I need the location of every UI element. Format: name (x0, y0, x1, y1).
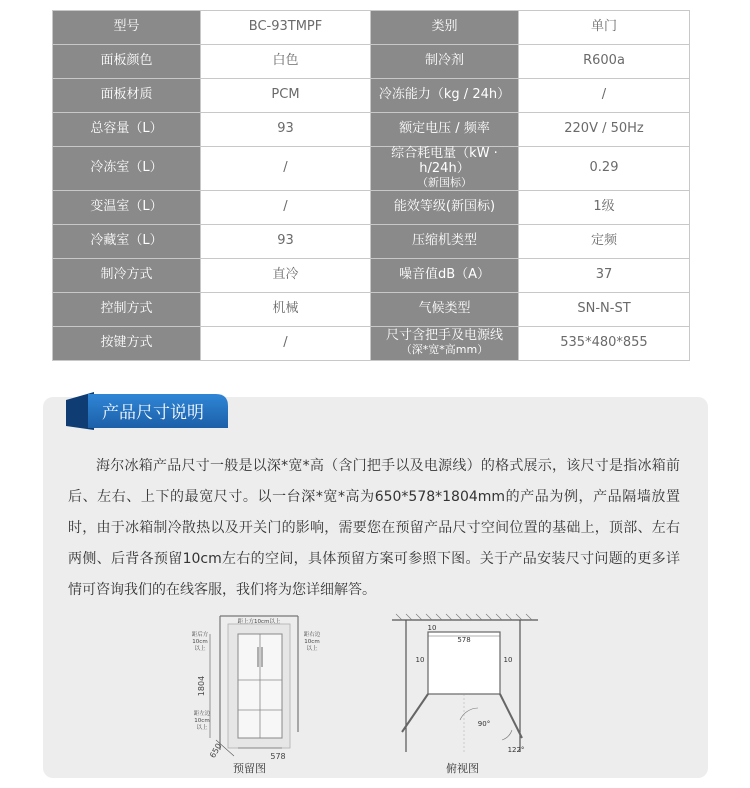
spec-key-text: 按键方式 (100, 334, 153, 350)
spec-value: 93 (201, 113, 371, 147)
spec-key-text: 尺寸含把手及电源线 (385, 328, 503, 344)
spec-row (53, 292, 690, 326)
right-note-2: 10cm (304, 639, 320, 645)
spec-key (53, 147, 201, 191)
spec-value: / (519, 79, 690, 113)
spec-key-text: 类别 (431, 19, 458, 35)
size-description: 海尔冰箱产品尺寸一般是以深*宽*高（含门把手以及电源线）的格式展示，该尺寸是指冰箱前后、左右、上下的最宽尺寸。以一台深*宽*高为650*578*1804mm的产品为例，产品隔墙放置时，由于冰箱制冷散热以及开关门的影响，需要您在预留产品尺寸空间位置的基础上，顶部、左右两侧、后背各预留10cm左右的空间，具体预留方案可参照下图。关于产品安装尺寸问题的更多详情可咨询我们的在线客服，我们将为您详细解答。 (68, 458, 680, 598)
spec-value: PCM (201, 79, 371, 113)
section-title: 产品尺寸说明 (102, 403, 204, 423)
spec-key-text: 控制方式 (100, 300, 153, 316)
top-note: 距上方10cm以上 (237, 619, 281, 625)
spec-key (371, 224, 519, 258)
spec-key (371, 147, 519, 191)
spec-key (371, 292, 519, 326)
top-view-figure (390, 612, 540, 762)
spec-key-text: 总容量（L） (90, 121, 163, 137)
height-label: 1804 (197, 675, 206, 697)
spec-key (53, 113, 201, 147)
left-bottom-note-2: 10cm (194, 718, 210, 724)
left-note-3: 以上 (194, 646, 206, 652)
spec-value: 定频 (519, 224, 690, 258)
spec-value: 37 (519, 258, 690, 292)
right-note-3: 以上 (306, 646, 318, 652)
spec-key (371, 190, 519, 224)
spec-value: R600a (519, 45, 690, 79)
spec-key-text: 压缩机类型 (411, 232, 477, 248)
spec-key-text: 综合耗电量（kW · h/24h） (391, 146, 498, 176)
spec-key-text: 冷冻室（L） (90, 159, 163, 175)
spec-key (53, 11, 201, 45)
spec-value: 0.29 (519, 147, 690, 191)
top-figure-caption: 俯视图 (446, 762, 479, 775)
spec-key-text: 能效等级(新国标) (393, 198, 496, 214)
spec-row (53, 147, 690, 191)
spec-key-subtext: （新国标） (417, 175, 472, 189)
spec-value: 白色 (201, 45, 371, 79)
spec-key (371, 326, 519, 360)
spec-key (53, 326, 201, 360)
spec-value: 1级 (519, 190, 690, 224)
spec-key-text: 额定电压 / 频率 (399, 121, 490, 137)
spec-key-text: 噪音值dB（A） (398, 266, 491, 282)
spec-row (53, 79, 690, 113)
angle-a: 90° (477, 720, 491, 728)
spec-key (53, 258, 201, 292)
spec-value: / (201, 326, 371, 360)
spec-key-text: 冷冻能力（kg / 24h） (378, 87, 511, 103)
spec-value: 220V / 50Hz (519, 113, 690, 147)
dim-left: 10 (415, 656, 425, 664)
dim-right: 10 (503, 656, 513, 664)
left-bottom-note-1: 距左边 (193, 711, 211, 717)
spec-row (53, 224, 690, 258)
depth-label: 650 (208, 741, 224, 760)
spec-key-text: 制冷剂 (424, 53, 464, 69)
spec-key (53, 224, 201, 258)
dim-width: 578 (457, 636, 471, 644)
spec-value: 93 (201, 224, 371, 258)
spec-value: 直冷 (201, 258, 371, 292)
left-bottom-note-3: 以上 (196, 725, 208, 731)
spec-key (53, 79, 201, 113)
front-reservation-figure (190, 612, 330, 762)
spec-row (53, 45, 690, 79)
spec-table (52, 10, 690, 361)
spec-value: 535*480*855 (519, 326, 690, 360)
spec-key (371, 79, 519, 113)
spec-row (53, 326, 690, 360)
spec-value: 单门 (519, 11, 690, 45)
left-note-2: 10cm (192, 639, 208, 645)
spec-key-text: 面板材质 (100, 87, 153, 103)
spec-table-body (53, 11, 690, 361)
spec-row (53, 11, 690, 45)
spec-key-text: 制冷方式 (100, 266, 153, 282)
width-label: 578 (270, 752, 286, 761)
spec-key (371, 11, 519, 45)
spec-key (371, 45, 519, 79)
spec-row (53, 258, 690, 292)
right-note-1: 距右边 (303, 632, 321, 638)
spec-key (53, 190, 201, 224)
front-figure-caption: 预留图 (233, 762, 266, 775)
spec-value: / (201, 147, 371, 191)
spec-key-text: 变温室（L） (90, 198, 163, 214)
spec-key (53, 45, 201, 79)
spec-key (53, 292, 201, 326)
spec-value: 机械 (201, 292, 371, 326)
spec-key-text: 气候类型 (418, 300, 471, 316)
spec-key-text: 冷藏室（L） (90, 232, 163, 248)
spec-key-text: 型号 (113, 19, 140, 35)
spec-value: BC-93TMPF (201, 11, 371, 45)
spec-row (53, 190, 690, 224)
spec-value: SN-N-ST (519, 292, 690, 326)
angle-b: 122° (507, 746, 525, 754)
spec-value: / (201, 190, 371, 224)
spec-key-subtext: （深*宽*高mm） (400, 343, 489, 357)
spec-key (371, 113, 519, 147)
spec-row (53, 113, 690, 147)
spec-key (371, 258, 519, 292)
dim-back: 10 (427, 624, 437, 632)
spec-key-text: 面板颜色 (100, 53, 153, 69)
left-note-1: 距后方 (191, 632, 209, 638)
